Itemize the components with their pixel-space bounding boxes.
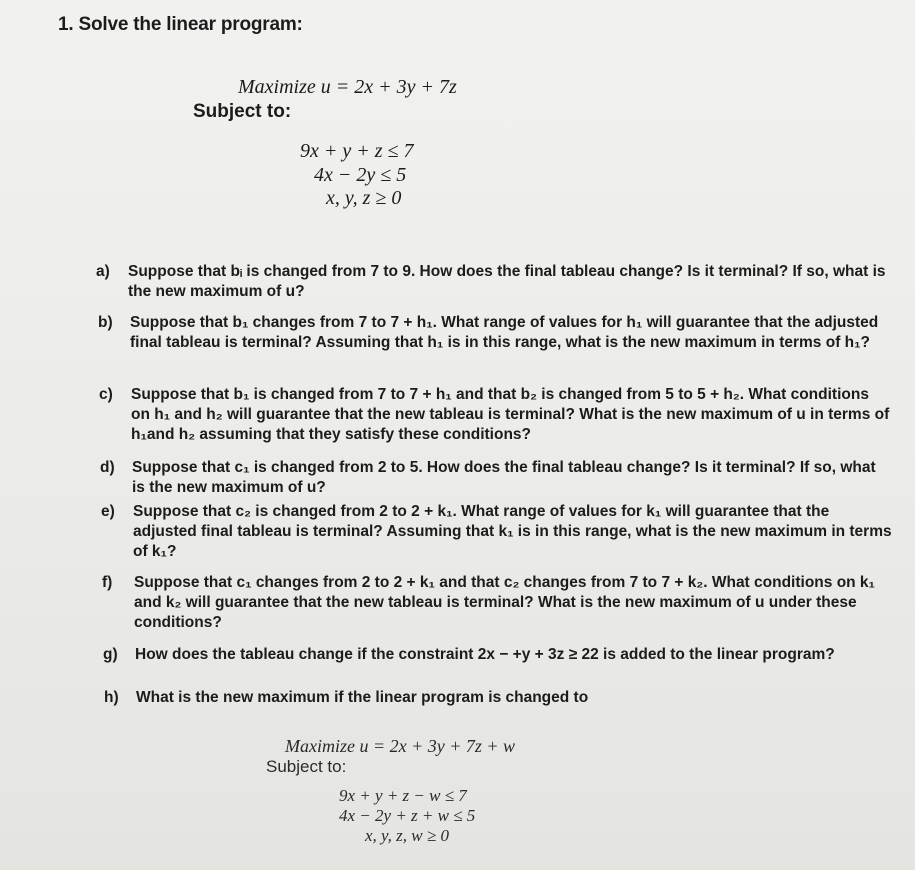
question-text: What is the new maximum if the linear program is changed to (136, 689, 589, 706)
question-a (96, 262, 888, 302)
question-d (100, 458, 892, 498)
question-text: Suppose that b₁ changes from 7 to 7 + h₁. What range of values for h₁ will guarantee that the adjusted final tableau is terminal? Assuming that h₁ is in this range, what is the new maximum in terms of h₁? (130, 314, 879, 351)
lp2-subject-to: Subject to: (266, 757, 347, 776)
question-text: Suppose that c₂ is changed from 2 to 2 + k₁. What range of values for k₁ will guarantee that the adjusted final tableau is terminal? Assuming that k₁ is in this range, what is the new maximum in terms of k₁? (133, 503, 892, 560)
lp2-objective: Maximize u = 2x + 3y + 7z + w (285, 736, 516, 756)
question-label: c) (99, 386, 113, 403)
lp1-objective: Maximize u = 2x + 3y + 7z (238, 76, 457, 98)
question-text: Suppose that b₁ is changed from 7 to 7 + h₁ and that b₂ is changed from 5 to 5 + h₂. What conditions on h₁ and h₂ will guarantee that the new tableau is terminal? What is the new maximum of u in terms of h₁and h₂ assuming that they satisfy these conditions? (131, 386, 890, 443)
lp2-constraint-1: 9x + y + z − w ≤ 7 (339, 786, 467, 805)
question-g (103, 645, 895, 665)
question-label: g) (103, 646, 118, 663)
question-h (104, 688, 896, 708)
question-text: Suppose that bᵢ is changed from 7 to 9. How does the final tableau change? Is it terminal? If so, what is the new maximum of u? (128, 263, 886, 300)
problem-title: 1. Solve the linear program: (58, 14, 303, 35)
question-f (102, 573, 894, 633)
question-label: a) (96, 263, 110, 280)
question-text: Suppose that c₁ is changed from 2 to 5. How does the final tableau change? Is it terminal? If so, what is the new maximum of u? (132, 459, 876, 496)
question-label: b) (98, 314, 113, 331)
lp1-constraint-1: 9x + y + z ≤ 7 (300, 140, 414, 162)
question-label: d) (100, 459, 115, 476)
question-label: e) (101, 503, 115, 520)
question-e (101, 502, 893, 562)
lp1-constraint-2: 4x − 2y ≤ 5 (314, 164, 407, 186)
question-b (98, 313, 890, 353)
lp2-constraint-3: x, y, z, w ≥ 0 (365, 826, 449, 845)
lp1-constraint-3: x, y, z ≥ 0 (326, 187, 402, 209)
question-label: h) (104, 689, 119, 706)
question-c (99, 385, 891, 445)
lp1-subject-to: Subject to: (193, 101, 292, 122)
question-label: f) (102, 574, 113, 591)
lp2-constraint-2: 4x − 2y + z + w ≤ 5 (339, 806, 476, 825)
question-text: How does the tableau change if the constraint 2x − +y + 3z ≥ 22 is added to the linear program? (135, 646, 835, 663)
question-text: Suppose that c₁ changes from 2 to 2 + k₁ and that c₂ changes from 7 to 7 + k₂. What conditions on k₁ and k₂ will guarantee that the new tableau is terminal? What is the new maximum of u under these conditions? (134, 574, 875, 631)
